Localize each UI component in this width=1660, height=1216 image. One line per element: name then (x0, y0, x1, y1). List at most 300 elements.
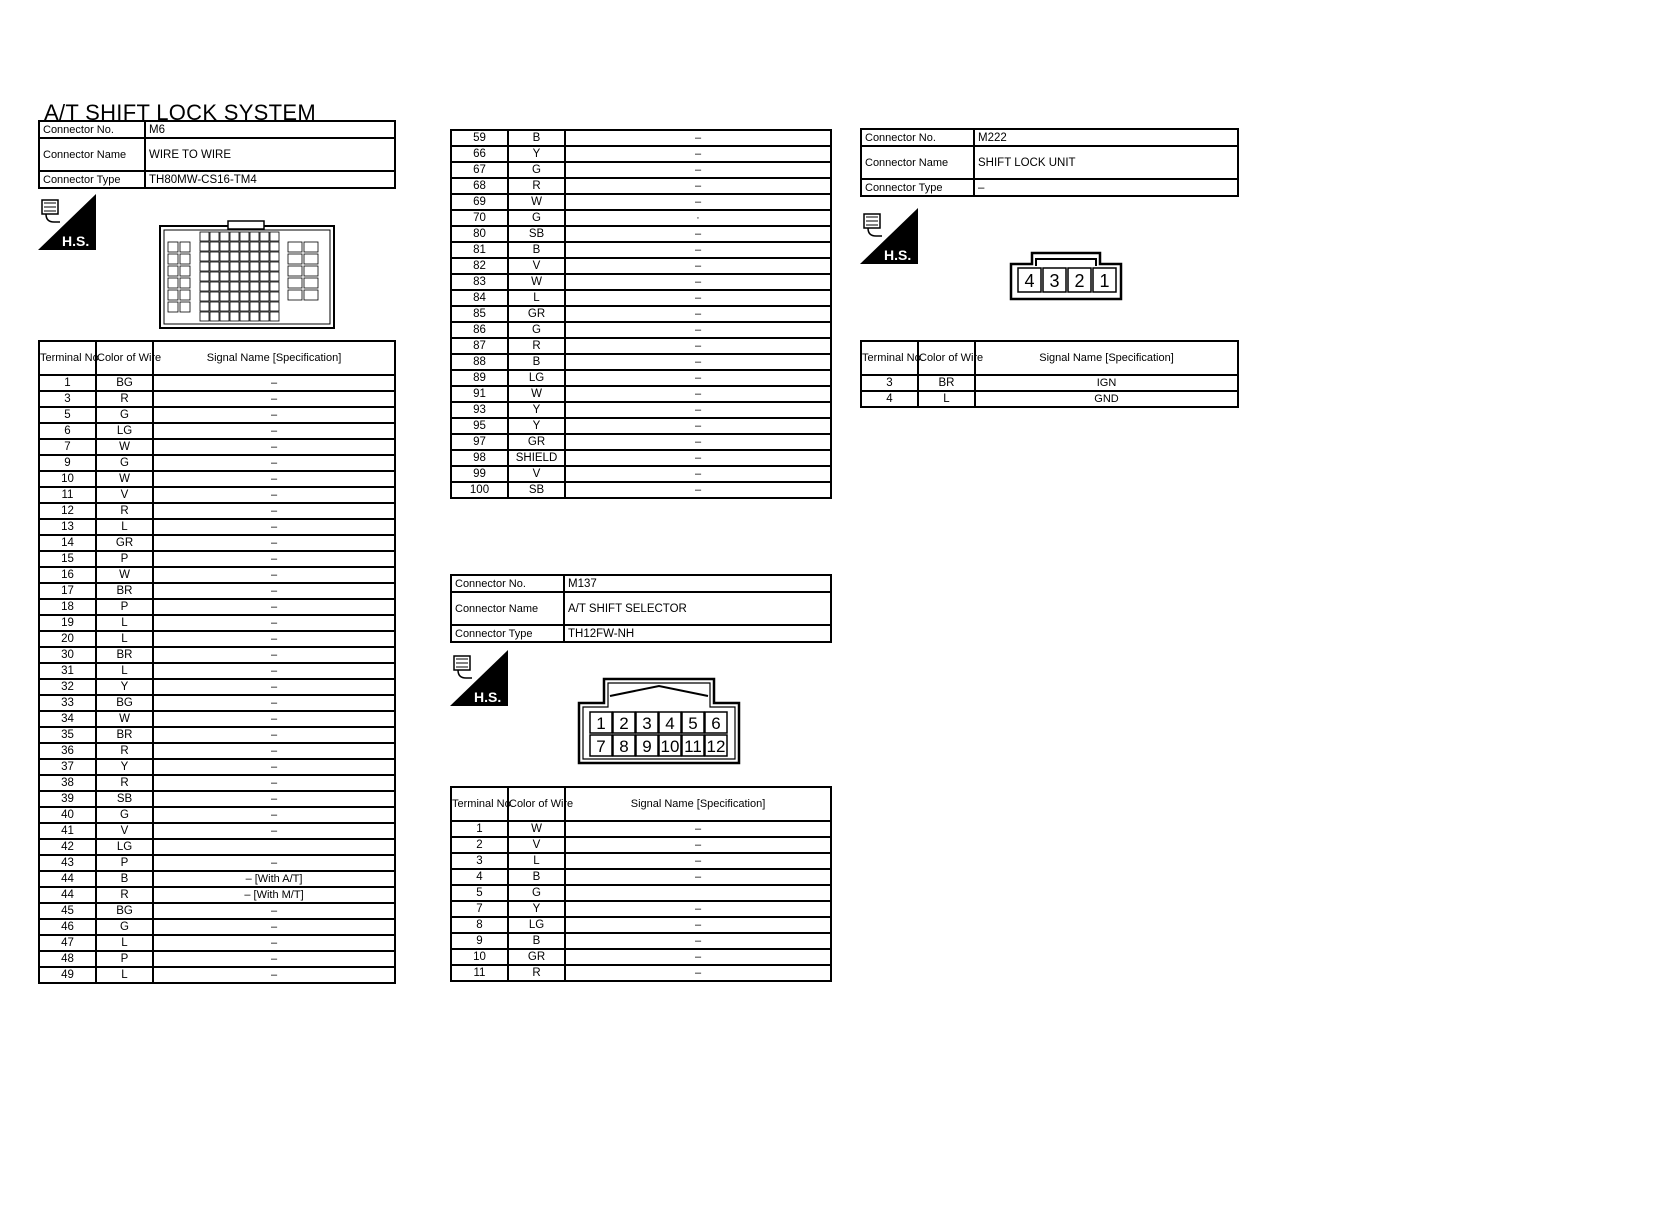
pin-cavity (250, 232, 259, 241)
signal-name: – (153, 391, 395, 407)
signal-name: – (153, 471, 395, 487)
m6-connector-info (38, 120, 396, 189)
terminal-number: 59 (451, 130, 508, 146)
wire-color: R (96, 503, 153, 519)
terminal-number: 35 (39, 727, 96, 743)
signal-name: – (153, 935, 395, 951)
terminal-number: 30 (39, 647, 96, 663)
terminal-number: 47 (39, 935, 96, 951)
wire-color: L (96, 519, 153, 535)
wire-color: SB (96, 791, 153, 807)
wire-color: L (96, 967, 153, 983)
pin-cavity (200, 272, 209, 281)
wire-color: W (96, 471, 153, 487)
signal-name: – [With M/T] (153, 887, 395, 903)
terminal-row (39, 967, 395, 983)
pin-number: 6 (711, 714, 721, 733)
pin-cavity (210, 292, 219, 301)
terminal-row (39, 711, 395, 727)
terminal-number: 18 (39, 599, 96, 615)
terminal-number: 5 (451, 885, 508, 901)
signal-name: – (565, 434, 831, 450)
wire-color: Y (96, 759, 153, 775)
color-of-wire-header: Color of Wire (508, 787, 565, 821)
terminal-row (451, 917, 831, 933)
terminal-row (39, 615, 395, 631)
terminal-row (39, 391, 395, 407)
pin-cavity (288, 290, 302, 300)
terminal-row (451, 226, 831, 242)
signal-name: – (153, 903, 395, 919)
signal-name: – (153, 807, 395, 823)
pin-cavity (240, 272, 249, 281)
terminal-row (451, 242, 831, 258)
terminal-row (451, 965, 831, 981)
wire-color: R (96, 887, 153, 903)
signal-name: – (565, 933, 831, 949)
wire-color: SB (508, 226, 565, 242)
terminal-number: 100 (451, 482, 508, 498)
terminal-number: 7 (451, 901, 508, 917)
signal-name: – (565, 194, 831, 210)
terminal-row (39, 919, 395, 935)
signal-name: – (153, 823, 395, 839)
signal-name: – (565, 322, 831, 338)
signal-name: – (565, 901, 831, 917)
terminal-row (39, 903, 395, 919)
signal-name: – (153, 455, 395, 471)
wire-color: V (508, 466, 565, 482)
terminal-number: 66 (451, 146, 508, 162)
terminal-number: 46 (39, 919, 96, 935)
signal-name: – (153, 519, 395, 535)
terminal-number: 3 (451, 853, 508, 869)
terminal-row (451, 418, 831, 434)
pin-cavity (260, 302, 269, 311)
pin-cavity (304, 266, 318, 276)
m222-connector-face-diagram (1010, 252, 1122, 300)
pin-cavity (288, 242, 302, 252)
terminal-number: 91 (451, 386, 508, 402)
terminal-number: 98 (451, 450, 508, 466)
pin-cavity (240, 292, 249, 301)
wire-color: G (508, 885, 565, 901)
terminal-row (39, 583, 395, 599)
pin-cavity (260, 252, 269, 261)
pin-cavity (230, 282, 239, 291)
pin-cavity (260, 262, 269, 271)
terminal-row (39, 887, 395, 903)
terminal-row (39, 455, 395, 471)
terminal-number: 34 (39, 711, 96, 727)
signal-name: IGN (975, 375, 1238, 391)
pin-cavity (270, 272, 279, 281)
signal-name: – (153, 535, 395, 551)
signal-name: – (565, 965, 831, 981)
terminal-number: 89 (451, 370, 508, 386)
wire-color: B (508, 242, 565, 258)
harness-side-icon (38, 194, 96, 250)
pin-cavity (210, 302, 219, 311)
pin-cavity (210, 312, 219, 321)
pin-cavity (230, 262, 239, 271)
connector-type-label: Connector Type (451, 625, 564, 642)
signal-name: – (565, 837, 831, 853)
terminal-number: 7 (39, 439, 96, 455)
signal-name: – (153, 679, 395, 695)
pin-cavity (270, 312, 279, 321)
pin-cavity (230, 252, 239, 261)
m6-terminal-table (38, 340, 396, 984)
pin-cavity (168, 254, 178, 264)
signal-name: – [With A/T] (153, 871, 395, 887)
signal-name: – (565, 258, 831, 274)
pin-number: 3 (642, 714, 652, 733)
terminal-number: 11 (451, 965, 508, 981)
signal-name: – (153, 759, 395, 775)
terminal-row (451, 821, 831, 837)
terminal-number: 97 (451, 434, 508, 450)
terminal-row (451, 837, 831, 853)
connector-name-label: Connector Name (861, 146, 974, 179)
pin-cavity (220, 232, 229, 241)
m6-connector-face-diagram (158, 220, 336, 330)
terminal-row (451, 178, 831, 194)
pin-cavity (260, 272, 269, 281)
wire-color: W (508, 194, 565, 210)
terminal-row (451, 306, 831, 322)
pin-cavity (168, 242, 178, 252)
m6-terminal-table-continued (450, 129, 832, 499)
wire-color: G (508, 210, 565, 226)
wire-color: GR (508, 434, 565, 450)
terminal-row (451, 162, 831, 178)
pin-cavity (180, 278, 190, 288)
signal-name: – (565, 178, 831, 194)
terminal-row (451, 885, 831, 901)
wire-color: G (96, 919, 153, 935)
signal-name: – (565, 226, 831, 242)
wire-color: W (508, 386, 565, 402)
pin-number: 1 (1099, 271, 1110, 291)
wire-color: P (96, 599, 153, 615)
pin-number: 5 (688, 714, 698, 733)
terminal-row (451, 869, 831, 885)
signal-name: – (565, 338, 831, 354)
wire-color: R (96, 391, 153, 407)
terminal-row (39, 487, 395, 503)
signal-name: – (153, 615, 395, 631)
terminal-number: 87 (451, 338, 508, 354)
terminal-row (451, 853, 831, 869)
wire-color: R (508, 338, 565, 354)
terminal-row (451, 901, 831, 917)
terminal-no-header: Terminal No. (861, 341, 918, 375)
signal-name: – (153, 407, 395, 423)
signal-name: – (153, 583, 395, 599)
terminal-number: 86 (451, 322, 508, 338)
wire-color: GR (508, 306, 565, 322)
connector-type-label: Connector Type (39, 171, 145, 188)
signal-name: – (565, 482, 831, 498)
pin-cavity (270, 242, 279, 251)
signal-name: GND (975, 391, 1238, 407)
signal-name: – (565, 386, 831, 402)
pin-cavity (250, 312, 259, 321)
terminal-number: 11 (39, 487, 96, 503)
terminal-row (451, 482, 831, 498)
pin-number: 12 (706, 737, 726, 756)
signal-name: – (565, 853, 831, 869)
wire-color: B (508, 869, 565, 885)
signal-name: – (565, 949, 831, 965)
signal-name: – (153, 375, 395, 391)
terminal-number: 15 (39, 551, 96, 567)
pin-cavity (288, 278, 302, 288)
terminal-number: 20 (39, 631, 96, 647)
pin-cavity (240, 242, 249, 251)
signal-name: – (565, 290, 831, 306)
wire-color: W (96, 439, 153, 455)
wire-color: W (508, 274, 565, 290)
terminal-row (451, 322, 831, 338)
color-of-wire-header: Color of Wire (96, 341, 153, 375)
terminal-row (451, 466, 831, 482)
pin-cavity (230, 272, 239, 281)
terminal-row (861, 375, 1238, 391)
pin-cavity (168, 290, 178, 300)
wire-color: SB (508, 482, 565, 498)
wire-color: BG (96, 903, 153, 919)
m6-connector-type: TH80MW-CS16-TM4 (145, 171, 395, 188)
terminal-row (451, 949, 831, 965)
wire-color: BR (96, 583, 153, 599)
wire-color: L (96, 935, 153, 951)
harness-side-icon (860, 208, 918, 264)
signal-name: – (565, 450, 831, 466)
terminal-number: 14 (39, 535, 96, 551)
terminal-number: 40 (39, 807, 96, 823)
wire-color: LG (96, 423, 153, 439)
pin-cavity (260, 242, 269, 251)
harness-side-icon (450, 650, 508, 706)
pin-cavity (230, 232, 239, 241)
wire-color: LG (508, 917, 565, 933)
wire-color: V (508, 258, 565, 274)
terminal-row (39, 871, 395, 887)
m137-connector-no: M137 (564, 575, 831, 592)
m137-connector-info (450, 574, 832, 643)
wire-color: G (96, 807, 153, 823)
signal-name: – (565, 162, 831, 178)
pin-cavity (250, 272, 259, 281)
pin-cavity (168, 302, 178, 312)
wire-color: L (96, 631, 153, 647)
m137-connector-type: TH12FW-NH (564, 625, 831, 642)
wire-color: Y (96, 679, 153, 695)
pin-cavity (304, 290, 318, 300)
terminal-row (39, 951, 395, 967)
terminal-number: 3 (861, 375, 918, 391)
signal-name: – (153, 711, 395, 727)
pin-cavity (230, 302, 239, 311)
pin-cavity (240, 302, 249, 311)
terminal-row (39, 807, 395, 823)
terminal-row (39, 423, 395, 439)
terminal-number: 8 (451, 917, 508, 933)
signal-name: – (153, 423, 395, 439)
signal-name: – (565, 306, 831, 322)
wire-color: R (96, 743, 153, 759)
wire-color: GR (508, 949, 565, 965)
pin-cavity (220, 302, 229, 311)
pin-cavity (210, 242, 219, 251)
terminal-row (451, 370, 831, 386)
pin-number: 8 (619, 737, 629, 756)
pin-cavity (220, 272, 229, 281)
wire-color: P (96, 551, 153, 567)
wire-color: LG (508, 370, 565, 386)
signal-name: – (153, 503, 395, 519)
pin-cavity (200, 292, 209, 301)
terminal-no-header: Terminal No. (451, 787, 508, 821)
terminal-row (39, 743, 395, 759)
wire-color: L (96, 663, 153, 679)
terminal-row (861, 391, 1238, 407)
terminal-row (39, 471, 395, 487)
pin-cavity (230, 242, 239, 251)
terminal-number: 70 (451, 210, 508, 226)
signal-name: – (565, 466, 831, 482)
wire-color: R (508, 178, 565, 194)
terminal-number: 33 (39, 695, 96, 711)
wire-color: P (96, 855, 153, 871)
wire-color: B (508, 130, 565, 146)
terminal-number: 41 (39, 823, 96, 839)
signal-name: – (153, 439, 395, 455)
terminal-row (39, 759, 395, 775)
pin-cavity (270, 232, 279, 241)
wire-color: Y (508, 402, 565, 418)
pin-cavity (240, 252, 249, 261)
pin-cavity (250, 252, 259, 261)
signal-name: – (153, 951, 395, 967)
signal-name-header: Signal Name [Specification] (565, 787, 831, 821)
terminal-number: 49 (39, 967, 96, 983)
signal-name: – (153, 631, 395, 647)
terminal-row (39, 439, 395, 455)
wire-color: W (96, 567, 153, 583)
terminal-number: 6 (39, 423, 96, 439)
terminal-number: 39 (39, 791, 96, 807)
wire-color: W (508, 821, 565, 837)
terminal-number: 32 (39, 679, 96, 695)
pin-cavity (260, 292, 269, 301)
terminal-row (451, 274, 831, 290)
m222-connector-type: – (974, 179, 1238, 196)
terminal-number: 93 (451, 402, 508, 418)
m137-connector-name: A/T SHIFT SELECTOR (564, 592, 831, 625)
connector-name-label: Connector Name (39, 138, 145, 171)
wire-color: GR (96, 535, 153, 551)
wire-color: Y (508, 418, 565, 434)
signal-name: – (153, 599, 395, 615)
terminal-number: 3 (39, 391, 96, 407)
pin-cavity (260, 282, 269, 291)
signal-name: – (153, 967, 395, 983)
pin-cavity (180, 242, 190, 252)
terminal-row (451, 450, 831, 466)
pin-number: 7 (596, 737, 606, 756)
pin-cavity (200, 232, 209, 241)
signal-name: – (565, 402, 831, 418)
pin-cavity (250, 302, 259, 311)
signal-name: – (565, 418, 831, 434)
terminal-number: 42 (39, 839, 96, 855)
pin-cavity (240, 282, 249, 291)
wire-color: R (96, 775, 153, 791)
terminal-number: 44 (39, 871, 96, 887)
terminal-row (39, 791, 395, 807)
wire-color: V (96, 823, 153, 839)
wire-color: BR (96, 647, 153, 663)
page-title: A/T SHIFT LOCK SYSTEM (44, 100, 316, 125)
pin-cavity (270, 262, 279, 271)
pin-cavity (304, 278, 318, 288)
connector-no-label: Connector No. (39, 121, 145, 138)
terminal-row (451, 210, 831, 226)
pin-cavity (304, 254, 318, 264)
pin-cavity (180, 290, 190, 300)
terminal-number: 48 (39, 951, 96, 967)
pin-cavity (260, 232, 269, 241)
pin-cavity (200, 252, 209, 261)
pin-number: 2 (619, 714, 629, 733)
terminal-row (451, 258, 831, 274)
wire-color: B (508, 933, 565, 949)
terminal-number: 88 (451, 354, 508, 370)
pin-cavity (210, 272, 219, 281)
pin-cavity (210, 252, 219, 261)
terminal-row (39, 855, 395, 871)
hs-icon-label: H.S. (474, 689, 502, 705)
terminal-number: 85 (451, 306, 508, 322)
terminal-number: 9 (39, 455, 96, 471)
signal-name: – (153, 695, 395, 711)
connector-type-label: Connector Type (861, 179, 974, 196)
terminal-row (39, 599, 395, 615)
terminal-number: 95 (451, 418, 508, 434)
terminal-row (39, 631, 395, 647)
wire-color: R (508, 965, 565, 981)
pin-cavity (200, 282, 209, 291)
terminal-number: 83 (451, 274, 508, 290)
terminal-number: 9 (451, 933, 508, 949)
terminal-number: 5 (39, 407, 96, 423)
terminal-number: 44 (39, 887, 96, 903)
terminal-number: 17 (39, 583, 96, 599)
wire-color: Y (508, 901, 565, 917)
pin-cavity (240, 262, 249, 271)
terminal-number: 81 (451, 242, 508, 258)
signal-name: – (153, 855, 395, 871)
signal-name (153, 839, 395, 855)
pin-cavity (270, 302, 279, 311)
signal-name: – (565, 370, 831, 386)
signal-name: – (153, 727, 395, 743)
terminal-number: 19 (39, 615, 96, 631)
signal-name: – (153, 791, 395, 807)
